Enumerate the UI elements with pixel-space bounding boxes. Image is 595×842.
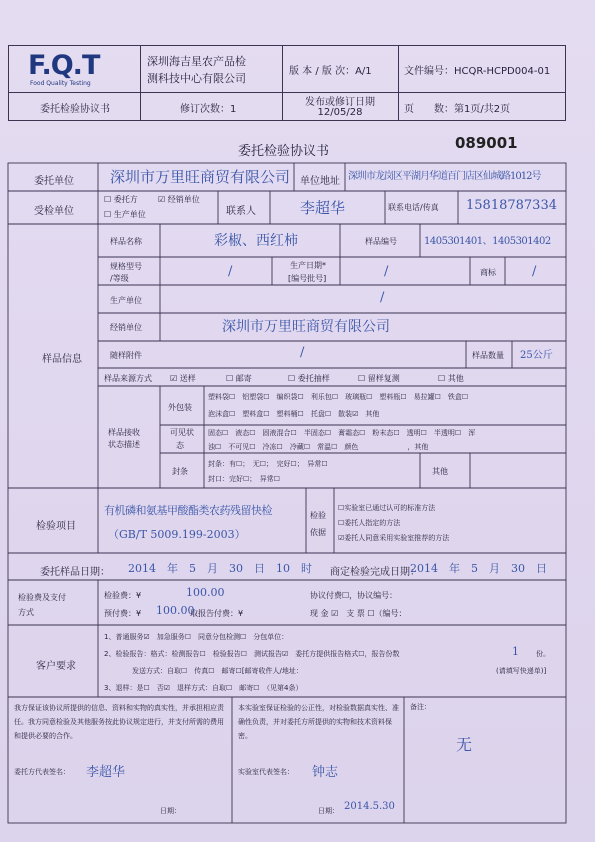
sample-name-value: 彩椒、西红柿 — [214, 233, 298, 249]
source-opt-mail[interactable]: ☐ 邮寄 — [226, 374, 252, 383]
report-copies: 1 — [512, 645, 519, 658]
unit-address-value: 深圳市龙岗区平湖月华道百门店区仙城路1012号 — [348, 171, 541, 182]
issue-date-label: 发布或修订日期 — [305, 97, 375, 108]
attachment-value: / — [300, 345, 305, 360]
lab-sign-label: 实验室代表签名： — [238, 768, 294, 776]
spec-label: 规格型号 — [110, 262, 142, 271]
company-name-line2: 测科技中心有限公司 — [147, 72, 246, 85]
revision-count: 修订次数：1 — [180, 104, 237, 115]
fee-row-1: 检验费：¥ — [104, 591, 142, 600]
client-signature: 李超华 — [86, 765, 126, 780]
batch-label: [编号批号] — [288, 274, 327, 283]
brand-label: 商标 — [480, 268, 496, 277]
state-row-2: 浊☐ 不可见☐ 冷冻☐ 冷藏☐ 常温☐ 颜色 ，其他 — [208, 443, 429, 451]
pkg-label: 外包装 — [168, 403, 192, 412]
visible-label-2: 态 — [176, 441, 184, 450]
test-items-label: 检验项目 — [36, 521, 76, 532]
header-doc-title: 委托检验协议书 — [40, 104, 110, 115]
producer-label: 生产单位 — [110, 296, 142, 305]
fee-row-2-mid: 取报告付费：¥ — [190, 609, 244, 618]
phone-label: 联系电话/传真 — [388, 203, 439, 212]
fee-label-1: 检验费及支付 — [18, 593, 66, 602]
basis-opt-1[interactable]: ☐实验室已通过认可的标准方法 — [338, 504, 436, 512]
seal-label: 封条 — [172, 467, 188, 476]
contact-value: 李超华 — [300, 199, 346, 217]
lab-date-label: 日期： — [318, 807, 339, 815]
form-title: 委托检验协议书 — [238, 144, 330, 159]
req-row-4: 3、退样：是☐ 否☑ 退样方式：自取☐ 邮寄☐ （见第4条） — [104, 684, 303, 692]
contact-label: 联系人 — [226, 206, 256, 217]
remark-value: 无 — [456, 735, 473, 754]
send-date-value: 2014 年 5 月 30 日 10 时 — [128, 562, 312, 575]
source-label: 样品来源方式 — [104, 374, 152, 383]
basis-label-1: 检验 — [310, 511, 326, 520]
test-items-value-2: （GB/T 5009.199-2003） — [108, 528, 246, 541]
agree-date-label: 商定检验完成日期： — [330, 567, 420, 578]
req-row-3-tail: (请填写快递单)] — [496, 667, 547, 675]
quantity-label: 样品数量 — [472, 351, 504, 360]
client-statement: 我方保证该协议所提供的信息、资料和实物的真实性，并承担相应责任。我方同意检验及其他服务按此协议规定进行，并支付所需的费用和提供必要的合作。 — [14, 704, 224, 740]
client-date-label: 日期： — [160, 807, 181, 815]
logo-subtext: Food Quality Testing — [30, 80, 91, 87]
source-opt-retest[interactable]: ☐ 留样复测 — [358, 374, 400, 383]
attachment-label: 随样附件 — [110, 351, 142, 360]
fee-row-2: 预付费：¥ — [104, 609, 142, 618]
client-sign-label: 委托方代表签名： — [14, 768, 70, 776]
page-count: 页 数：第1页/共2页 — [404, 104, 511, 115]
inspected-unit-label: 受检单位 — [34, 206, 74, 217]
seal-other-label: 其他 — [432, 467, 448, 476]
lab-date-value: 2014.5.30 — [344, 801, 395, 812]
phone-value: 15818787334 — [466, 198, 557, 213]
basis-opt-2[interactable]: ☐委托人指定的方法 — [338, 519, 401, 527]
brand-value: / — [532, 264, 537, 279]
fqt-logo: F.Q.T — [28, 50, 100, 81]
agree-date-value: 2014 年 5 月 30 日 — [410, 562, 547, 575]
prod-date-label: 生产日期* — [290, 261, 326, 270]
opt-client[interactable]: ☐ 委托方 — [104, 195, 138, 204]
fee-amount: 100.00 — [186, 586, 225, 599]
fee-label-2: 方式 — [18, 608, 34, 617]
source-opt-sampling[interactable]: ☐ 委托抽样 — [288, 374, 330, 383]
req-row-1: 1、普通服务☑ 加急服务☐ 同意分包检测☐ 分包单位： — [104, 633, 289, 641]
sample-info-label: 样品信息 — [42, 354, 82, 365]
req-row-2-tail: 份。 — [536, 650, 550, 658]
lab-signature: 钟志 — [312, 765, 339, 780]
pkg-row-2: 泡沫盒☐ 塑料盒☐ 塑料桶☐ 托盘☐ 散装☑ 其他 — [208, 410, 380, 418]
visible-label-1: 可见状 — [170, 428, 194, 437]
pkg-row-1: 塑料袋☐ 铝塑袋☐ 编织袋☐ 利乐包☐ 玻璃瓶☐ 塑料瓶☐ 易拉罐☐ 铁盒☐ — [208, 393, 469, 401]
opt-distributor[interactable]: ☑ 经销单位 — [158, 195, 200, 204]
prod-date-value: / — [384, 264, 389, 279]
req-row-2: 2、检验报告：格式：检测报告☐ 检验报告☐ 测试报告☑ 委托方提供报告格式☐，报告份数 — [104, 650, 400, 658]
doc-number: 文件编号：HCQR-HCPD004-01 — [404, 66, 551, 77]
basis-opt-3[interactable]: ☑委托人同意采用实验室推荐的方法 — [338, 534, 450, 542]
company-name-line1: 深圳海吉星农产品检 — [147, 55, 246, 68]
sample-no-label: 样品编号 — [365, 237, 397, 246]
receive-label-1: 样品接收 — [108, 428, 140, 437]
client-unit-value: 深圳市万里旺商贸有限公司 — [110, 168, 291, 186]
opt-producer[interactable]: ☐ 生产单位 — [104, 210, 146, 219]
seal-row-1: 封条：有☐； 无☐； 完好☐； 异常☐ — [208, 460, 328, 468]
source-opt-delivery[interactable]: ☑ 送样 — [170, 374, 196, 383]
sample-name-label: 样品名称 — [110, 237, 142, 246]
distributor-value: 深圳市万里旺商贸有限公司 — [222, 319, 390, 335]
req-row-3: 发送方式：自取☐ 传真☐ 邮寄☐[邮寄收件人/地址： — [132, 667, 303, 675]
source-opt-other[interactable]: ☐ 其他 — [438, 374, 464, 383]
fee-row-1-tail: 协议付费☐，协议编号： — [310, 591, 398, 600]
remark-label: 备注： — [410, 703, 431, 711]
producer-value: / — [380, 290, 385, 305]
distributor-label: 经销单位 — [110, 323, 142, 332]
send-date-label: 委托样品日期： — [40, 567, 110, 578]
spec-value: / — [228, 264, 233, 279]
lab-statement: 本实验室保证检验的公正性，对检验数据真实性、准确性负责，并对委托方所提供的实物和技术资料保密。 — [238, 704, 399, 740]
state-row-1: 固态☐ 液态☐ 固液混合☐ 半固态☐ 膏霜态☐ 粉末态☐ 透明☐ 半透明☐ 浑 — [208, 429, 476, 437]
serial-number: 089001 — [455, 134, 518, 152]
prepaid-amount: 100.00 — [156, 604, 195, 617]
requirements-label: 客户要求 — [36, 661, 76, 672]
version-label: 版 本 / 版 次：A/1 — [289, 66, 372, 77]
receive-label-2: 状态描述 — [108, 440, 140, 449]
sample-no-value: 1405301401、1405301402 — [424, 236, 551, 247]
quantity-value: 25公斤 — [520, 350, 553, 361]
unit-address-label: 单位地址 — [300, 176, 340, 187]
issue-date: 12/05/28 — [317, 107, 363, 118]
test-items-value: 有机磷和氨基甲酸酯类农药残留快检 — [104, 504, 272, 517]
fee-row-2-tail: 现 金 ☑ 支 票 ☐（编号： — [310, 609, 407, 618]
basis-label-2: 依据 — [310, 528, 326, 537]
client-unit-label: 委托单位 — [34, 176, 74, 187]
grade-label: /等级 — [110, 274, 129, 283]
seal-row-2: 封口：完好☐； 异常☐ — [208, 475, 281, 483]
